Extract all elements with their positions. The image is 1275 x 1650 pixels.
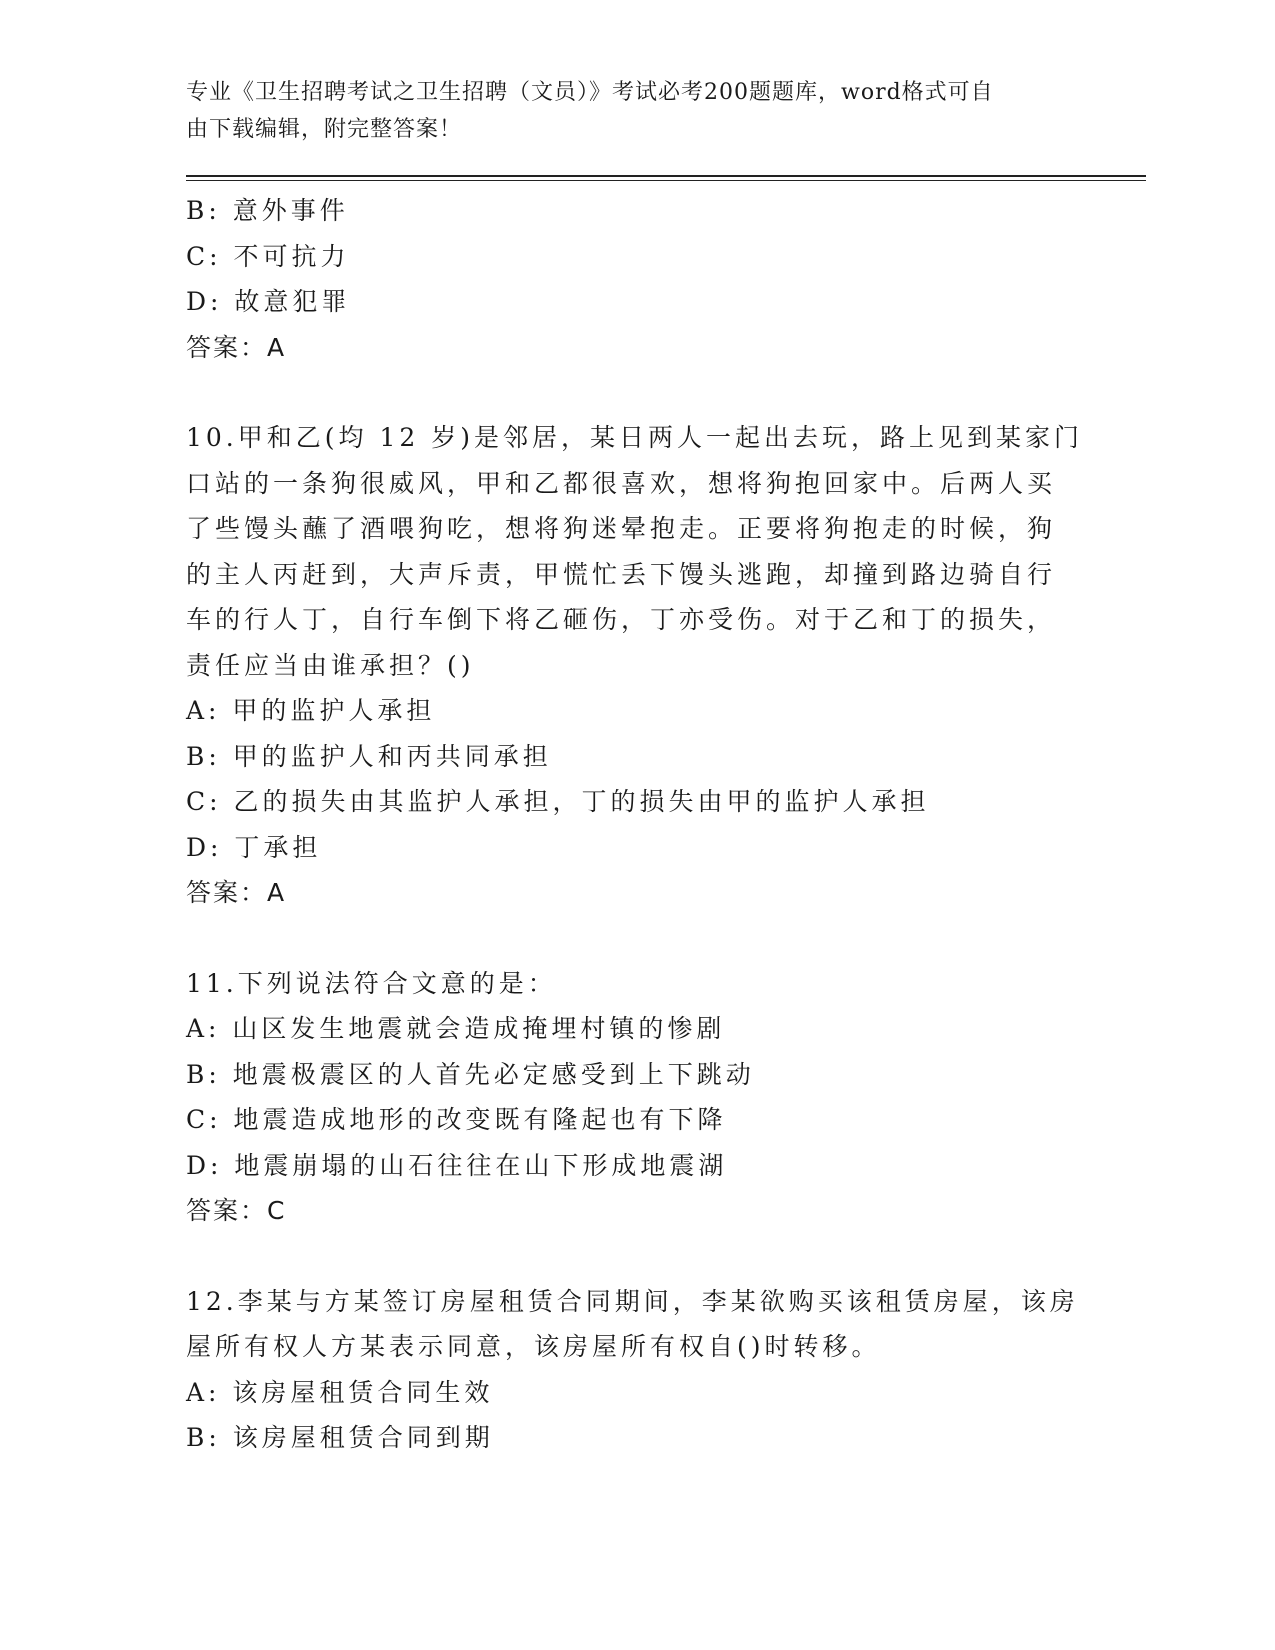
header-divider-thick [186,175,1146,177]
header-line-1: 专业《卫生招聘考试之卫生招聘（文员）》考试必考200题题库，word格式可自 [186,80,994,105]
option-d: D: 故意犯罪 [186,287,351,316]
question-text-line: 11.下列说法符合文意的是： [186,968,557,998]
option-b: B: 地震极震区的人首先必定感受到上下跳动 [186,1059,755,1089]
option-a: A: 山区发生地震就会造成掩埋村镇的惨剧 [186,1014,726,1043]
question-text-line: 车的行人丁，自行车倒下将乙砸伤，丁亦受伤。对于乙和丁的损失， [186,605,1057,634]
question-list [186,188,1083,1461]
question-text-line: 10.甲和乙(均 12 岁)是邻居，某日两人一起出去玩，路上见到某家门 [186,423,1083,452]
question-12 [186,1279,1079,1461]
question-text-line: 屋所有权人方某表示同意，该房屋所有权自()时转移。 [186,1332,881,1361]
option-b: B: 意外事件 [186,196,349,225]
header-divider-thin [186,180,1146,181]
question-text-line: 了些馒头蘸了酒喂狗吃，想将狗迷晕抱走。正要将狗抱走的时候，狗 [186,514,1057,543]
document-header [186,74,1066,148]
question-text-line: 口站的一条狗很威风，甲和乙都很喜欢，想将狗抱回家中。后两人买 [186,468,1057,498]
question-11 [186,961,1066,1234]
option-c: C: 不可抗力 [186,241,350,271]
option-d: D: 丁承担 [186,832,322,862]
option-b: B: 甲的监护人和丙共同承担 [186,741,552,771]
option-d: D: 地震崩塌的山石往往在山下形成地震湖 [186,1150,728,1180]
header-line-2: 由下载编辑，附完整答案！ [186,117,463,142]
option-a: A: 甲的监护人承担 [186,696,436,725]
question-text-line: 责任应当由谁承担？() [186,650,475,680]
option-a: A: 该房屋租赁合同生效 [186,1377,494,1407]
option-b: B: 该房屋租赁合同到期 [186,1423,494,1452]
question-text-line: 的主人丙赶到，大声斥责，甲慌忙丢下馒头逃跑，却撞到路边骑自行 [186,559,1057,589]
answer: 答案：C [186,1196,287,1225]
option-c: C: 地震造成地形的改变既有隆起也有下降 [186,1105,727,1134]
question-text-line: 12.李某与方某签订房屋租赁合同期间，李某欲购买该租赁房屋，该房 [186,1286,1079,1316]
answer: 答案：A [186,878,287,907]
question-9-tail [186,188,1066,370]
option-c: C: 乙的损失由其监护人承担，丁的损失由甲的监护人承担 [186,787,930,816]
question-10 [186,415,1083,916]
answer: 答案：A [186,332,287,362]
